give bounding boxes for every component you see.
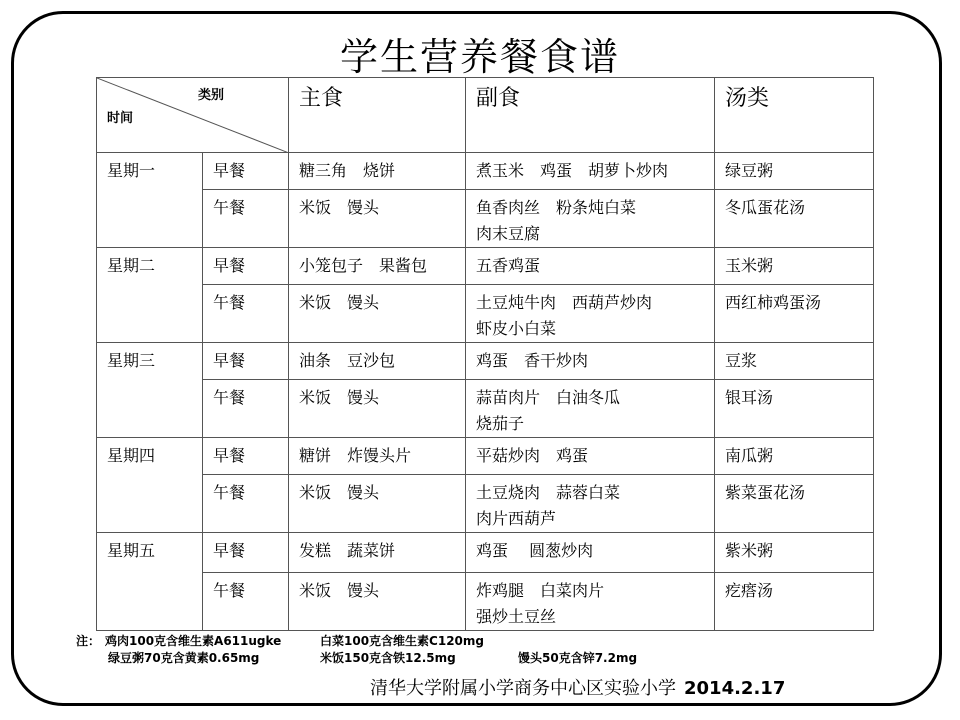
day-cell: 星期一 — [97, 153, 203, 190]
soup-cell: 南瓜粥 — [715, 438, 874, 475]
side-dish-line: 蒜苗肉片 白油冬瓜 — [476, 388, 621, 407]
day-cell — [97, 573, 203, 631]
side-dish-line: 虾皮小白菜 — [476, 319, 557, 338]
meal-cell: 早餐 — [203, 343, 289, 380]
meal-cell: 早餐 — [203, 533, 289, 573]
soup-cell: 豆浆 — [715, 343, 874, 380]
side-dish-line: 土豆烧肉 蒜蓉白菜 — [476, 483, 621, 502]
footer — [370, 674, 785, 700]
side-dish-line: 烧茄子 — [476, 414, 525, 433]
side-dish-line: 强炒土豆丝 — [476, 607, 557, 626]
table-row — [97, 190, 874, 248]
side-cell — [466, 438, 715, 475]
day-cell: 星期五 — [97, 533, 203, 573]
meal-cell: 午餐 — [203, 285, 289, 343]
meal-cell: 早餐 — [203, 153, 289, 190]
col-header-soup: 汤类 — [715, 78, 874, 153]
menu-table — [96, 77, 874, 631]
meal-cell: 早餐 — [203, 438, 289, 475]
soup-cell: 紫菜蛋花汤 — [715, 475, 874, 533]
staple-cell: 糖饼 炸馒头片 — [289, 438, 466, 475]
soup-cell: 玉米粥 — [715, 248, 874, 285]
day-cell: 星期二 — [97, 248, 203, 285]
side-dish-line: 炸鸡腿 白菜肉片 — [476, 581, 605, 600]
note-item: 鸡肉100克含维生素A611ugke — [105, 634, 282, 648]
day-cell: 星期三 — [97, 343, 203, 380]
day-cell — [97, 285, 203, 343]
side-cell — [466, 475, 715, 533]
table-row — [97, 438, 874, 475]
side-cell — [466, 153, 715, 190]
table-row — [97, 573, 874, 631]
note-item: 米饭150克含铁12.5mg — [320, 651, 456, 665]
note-item: 绿豆粥70克含黄素0.65mg — [108, 651, 260, 665]
day-cell: 星期四 — [97, 438, 203, 475]
note-item: 馒头50克含锌7.2mg — [518, 651, 638, 665]
footer-school: 清华大学附属小学商务中心区实验小学 — [370, 678, 676, 699]
meal-cell: 早餐 — [203, 248, 289, 285]
soup-cell: 西红柿鸡蛋汤 — [715, 285, 874, 343]
soup-cell: 冬瓜蛋花汤 — [715, 190, 874, 248]
page-title: 学生营养餐食谱 — [339, 35, 620, 79]
table-row — [97, 533, 874, 573]
side-cell — [466, 285, 715, 343]
side-cell — [466, 573, 715, 631]
table-row — [97, 153, 874, 190]
note-item: 白菜100克含维生素C120mg — [320, 634, 484, 648]
staple-cell: 米饭 馒头 — [289, 190, 466, 248]
table-row — [97, 380, 874, 438]
side-dish-line: 五香鸡蛋 — [476, 256, 541, 275]
soup-cell: 疙瘩汤 — [715, 573, 874, 631]
meal-cell: 午餐 — [203, 573, 289, 631]
footer-date: 2014.2.17 — [684, 678, 786, 699]
table-row — [97, 475, 874, 533]
notes-label: 注： — [76, 634, 101, 648]
side-cell — [466, 380, 715, 438]
table-row — [97, 285, 874, 343]
day-cell — [97, 190, 203, 248]
side-cell — [466, 533, 715, 573]
soup-cell: 紫米粥 — [715, 533, 874, 573]
staple-cell: 油条 豆沙包 — [289, 343, 466, 380]
header-row — [97, 78, 874, 153]
meal-cell: 午餐 — [203, 475, 289, 533]
col-header-side: 副食 — [466, 78, 715, 153]
day-cell — [97, 475, 203, 533]
side-cell — [466, 343, 715, 380]
side-dish-line: 肉片西葫芦 — [476, 509, 557, 528]
side-dish-line: 鸡蛋 香干炒肉 — [476, 351, 589, 370]
staple-cell: 小笼包子 果酱包 — [289, 248, 466, 285]
staple-cell: 糖三角 烧饼 — [289, 153, 466, 190]
side-dish-line: 平菇炒肉 鸡蛋 — [476, 446, 589, 465]
table-row — [97, 248, 874, 285]
meal-cell: 午餐 — [203, 190, 289, 248]
side-dish-line: 土豆炖牛肉 西葫芦炒肉 — [476, 293, 653, 312]
staple-cell: 米饭 馒头 — [289, 573, 466, 631]
day-cell — [97, 380, 203, 438]
corner-time-label: 时间 — [107, 111, 134, 126]
staple-cell: 米饭 馒头 — [289, 285, 466, 343]
staple-cell: 发糕 蔬菜饼 — [289, 533, 466, 573]
side-dish-line: 肉末豆腐 — [476, 224, 541, 243]
side-cell — [466, 190, 715, 248]
col-header-staple: 主食 — [289, 78, 466, 153]
soup-cell: 绿豆粥 — [715, 153, 874, 190]
corner-category-label: 类别 — [197, 88, 224, 103]
side-dish-line: 鱼香肉丝 粉条炖白菜 — [476, 198, 637, 217]
staple-cell: 米饭 馒头 — [289, 475, 466, 533]
soup-cell: 银耳汤 — [715, 380, 874, 438]
corner-header-cell — [97, 78, 289, 153]
staple-cell: 米饭 馒头 — [289, 380, 466, 438]
side-dish-line: 煮玉米 鸡蛋 胡萝卜炒肉 — [476, 161, 669, 180]
side-cell — [466, 248, 715, 285]
menu-body — [97, 153, 874, 631]
table-row — [97, 343, 874, 380]
side-dish-line: 鸡蛋 圆葱炒肉 — [476, 541, 594, 560]
meal-cell: 午餐 — [203, 380, 289, 438]
